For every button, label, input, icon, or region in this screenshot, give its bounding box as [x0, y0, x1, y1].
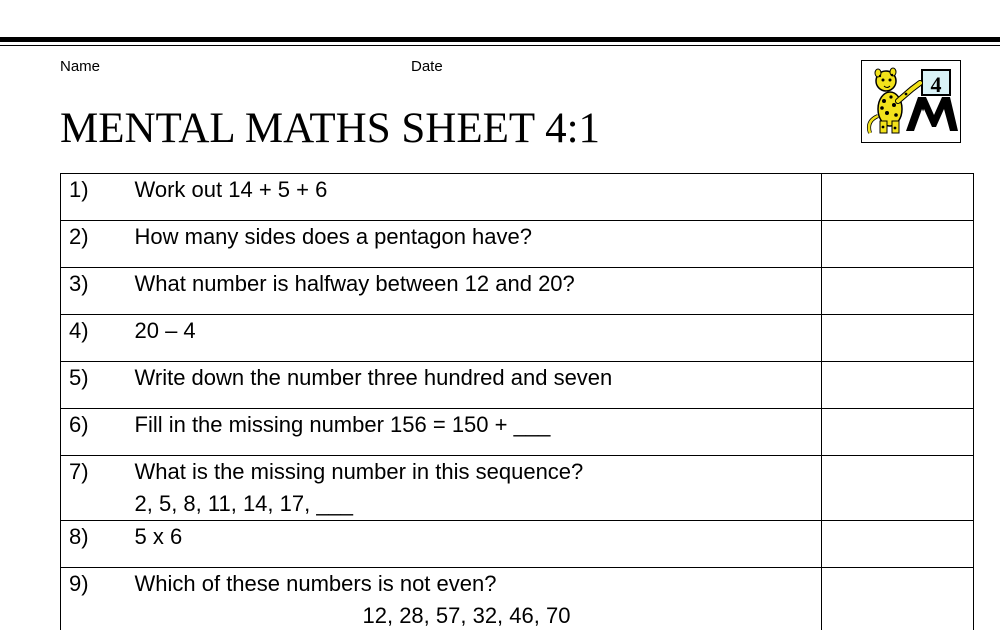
question-number: 1): [61, 174, 135, 221]
answer-box[interactable]: [821, 268, 973, 315]
sheet-title: MENTAL MATHS SHEET 4:1: [60, 105, 601, 152]
date-label: Date: [411, 58, 443, 75]
question-number-list: 12, 28, 57, 32, 46, 70: [362, 603, 571, 628]
question-row: [61, 221, 974, 268]
question-text: [135, 568, 822, 630]
question-text: [135, 456, 822, 521]
question-number: 9): [61, 568, 135, 630]
question-line: Fill in the missing number 156 = 150 + ___: [134, 412, 551, 437]
question-number: 2): [61, 221, 135, 268]
question-row: [61, 456, 974, 521]
board-number: 4: [930, 72, 942, 97]
question-row: [61, 568, 974, 630]
top-rule-thick: [0, 37, 1000, 42]
question-line: Which of these numbers is not even?: [134, 571, 497, 596]
question-sequence: 2, 5, 8, 11, 14, 17, ___: [134, 491, 354, 516]
questions-table: [60, 173, 974, 630]
answer-box[interactable]: [821, 456, 973, 521]
question-line: What number is halfway between 12 and 20?: [134, 271, 575, 296]
question-row: [61, 315, 974, 362]
question-text: [135, 268, 822, 315]
answer-box[interactable]: [821, 221, 973, 268]
leopard-teacher-icon: [862, 61, 960, 142]
answer-box[interactable]: [821, 568, 973, 630]
name-label: Name: [60, 58, 101, 75]
question-line: Work out 14 + 5 + 6: [134, 177, 328, 202]
question-line: What is the missing number in this sequence?: [134, 459, 584, 484]
answer-box[interactable]: [821, 521, 973, 568]
answer-box[interactable]: [821, 409, 973, 456]
answer-box[interactable]: [821, 174, 973, 221]
question-text: [135, 409, 822, 456]
question-number: 6): [61, 409, 135, 456]
question-row: [61, 409, 974, 456]
question-text: [135, 315, 822, 362]
answer-box[interactable]: [821, 315, 973, 362]
question-text: [135, 521, 822, 568]
question-row: [61, 362, 974, 409]
question-number: 5): [61, 362, 135, 409]
logo: [861, 60, 961, 143]
question-text: [135, 221, 822, 268]
question-number: 8): [61, 521, 135, 568]
question-row: [61, 521, 974, 568]
question-row: [61, 268, 974, 315]
question-text: [135, 174, 822, 221]
question-number: 7): [61, 456, 135, 521]
question-row: [61, 174, 974, 221]
question-number: 4): [61, 315, 135, 362]
question-number: 3): [61, 268, 135, 315]
question-text: [135, 362, 822, 409]
top-rule-thin: [0, 45, 1000, 46]
question-line: Write down the number three hundred and seven: [134, 365, 613, 390]
question-line: How many sides does a pentagon have?: [134, 224, 532, 249]
question-line: 5 x 6: [134, 524, 183, 549]
question-line: 20 – 4: [134, 318, 196, 343]
answer-box[interactable]: [821, 362, 973, 409]
